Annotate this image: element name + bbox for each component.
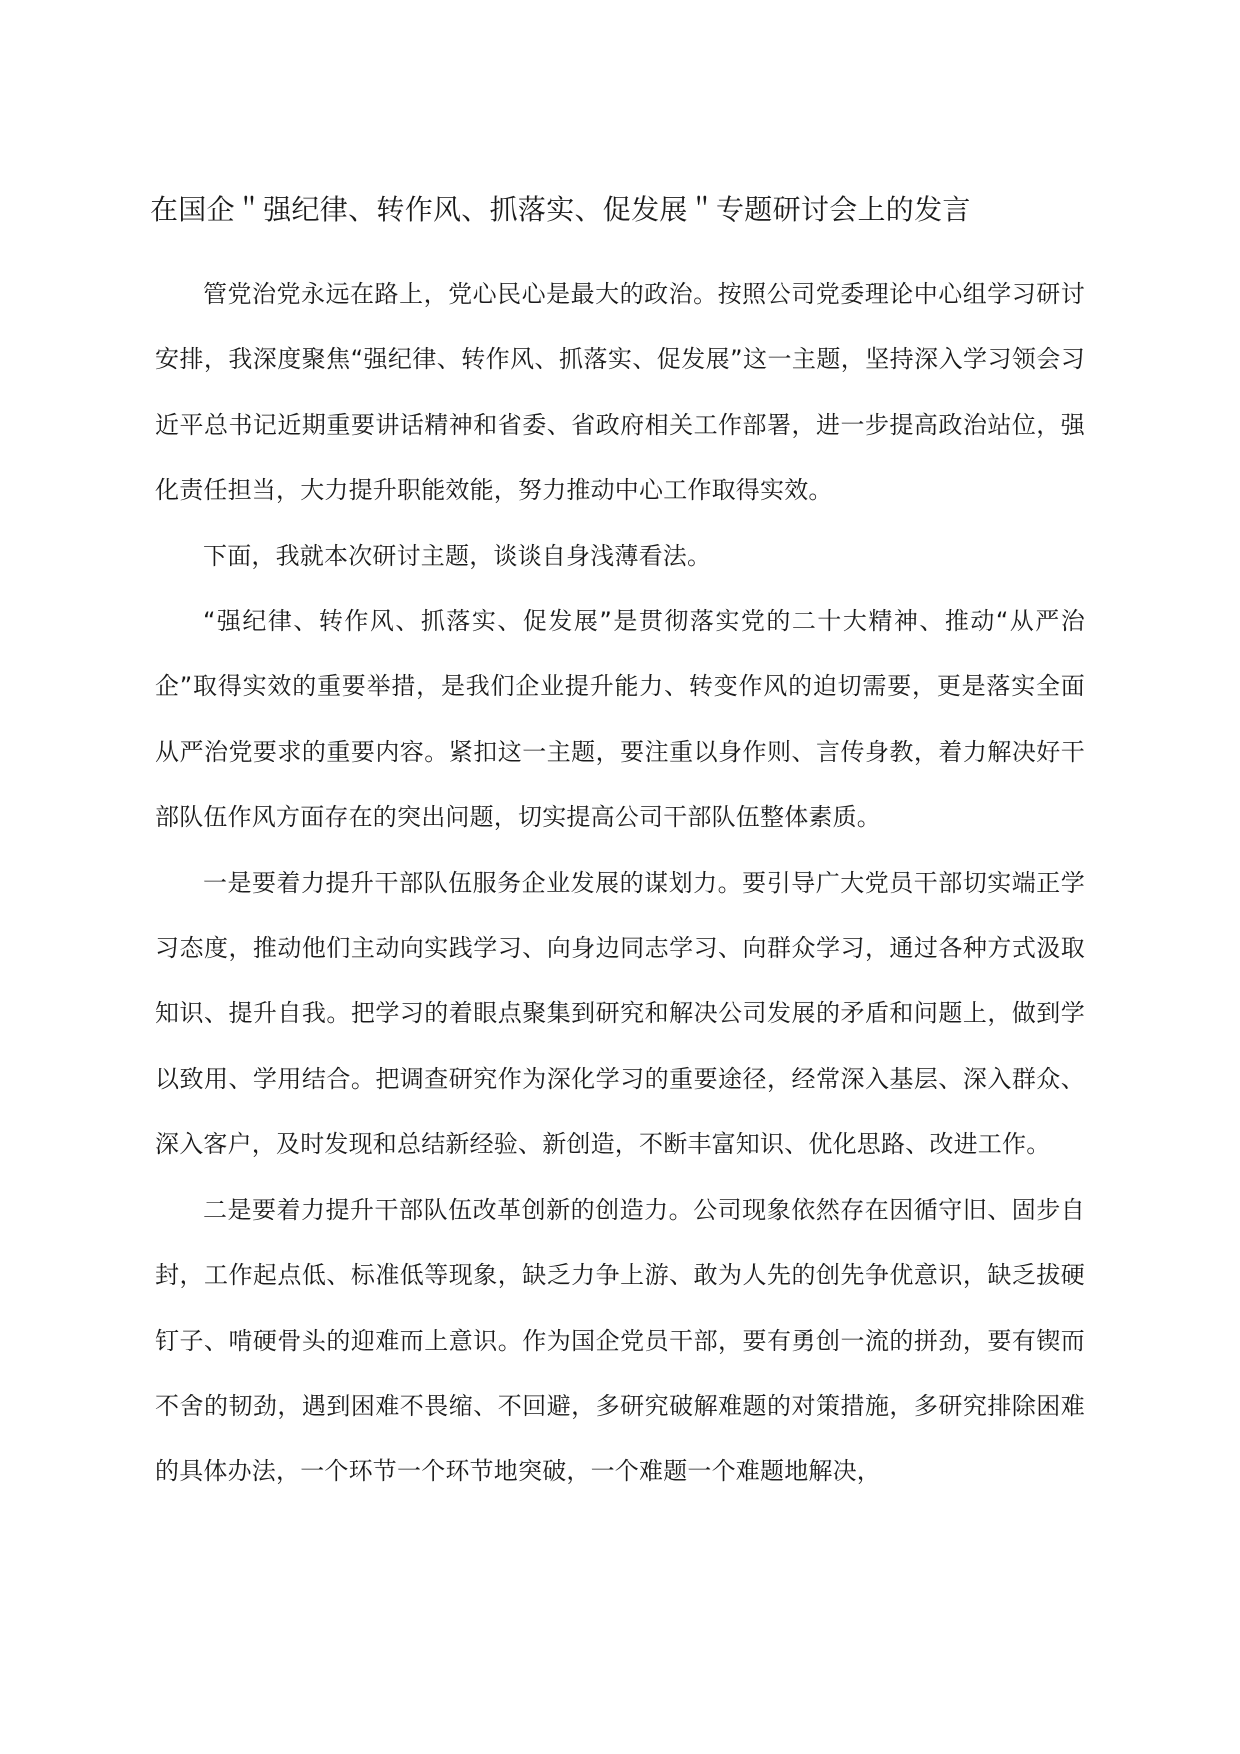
paragraph-theme: “强纪律、转作风、抓落实、促发展”是贯彻落实党的二十大精神、推动“从严治企”取得实效的重要举措，是我们企业提升能力、转变作风的迫切需要，更是落实全面从严治党要求的重要内容。紧扣这一主题，要注重以身作则、言传身教，着力解决好干部队伍作风方面存在的突出问题，切实提高公司干部队伍整体素质。	[155, 607, 1085, 832]
paragraph-point-one: 一是要着力提升干部队伍服务企业发展的谋划力。要引导广大党员干部切实端正学习态度，推动他们主动向实践学习、向身边同志学习、向群众学习，通过各种方式汲取知识、提升自我。把学习的着眼点聚集到研究和解决公司发展的矛盾和问题上，做到学以致用、学用结合。把调查研究作为深化学习的重要途径，经常深入基层、深入群众、深入客户，及时发现和总结新经验、新创造，不断丰富知识、优化思路、改进工作。	[155, 868, 1085, 1159]
paragraph-intro: 管党治党永远在路上，党心民心是最大的政治。按照公司党委理论中心组学习研讨安排，我深度聚焦“强纪律、转作风、抓落实、促发展”这一主题，坚持深入学习领会习近平总书记近期重要讲话精神和省委、省政府相关工作部署，进一步提高政治站位，强化责任担当，大力提升职能效能，努力推动中心工作取得实效。	[155, 280, 1085, 505]
paragraph-transition: 下面，我就本次研讨主题，谈谈自身浅薄看法。	[203, 541, 712, 570]
document-title: 在国企＂强纪律、转作风、抓落实、促发展＂专题研讨会上的发言	[150, 193, 971, 226]
paragraph-point-two: 二是要着力提升干部队伍改革创新的创造力。公司现象依然存在因循守旧、固步自封，工作起点低、标准低等现象，缺乏力争上游、敢为人先的创先争优意识，缺乏拔硬钉子、啃硬骨头的迎难而上意识。作为国企党员干部，要有勇创一流的拼劲，要有锲而不舍的韧劲，遇到困难不畏缩、不回避，多研究破解难题的对策措施，多研究排除困难的具体办法，一个环节一个环节地突破，一个难题一个难题地解决，	[155, 1195, 1085, 1486]
document-body	[155, 262, 1085, 1505]
